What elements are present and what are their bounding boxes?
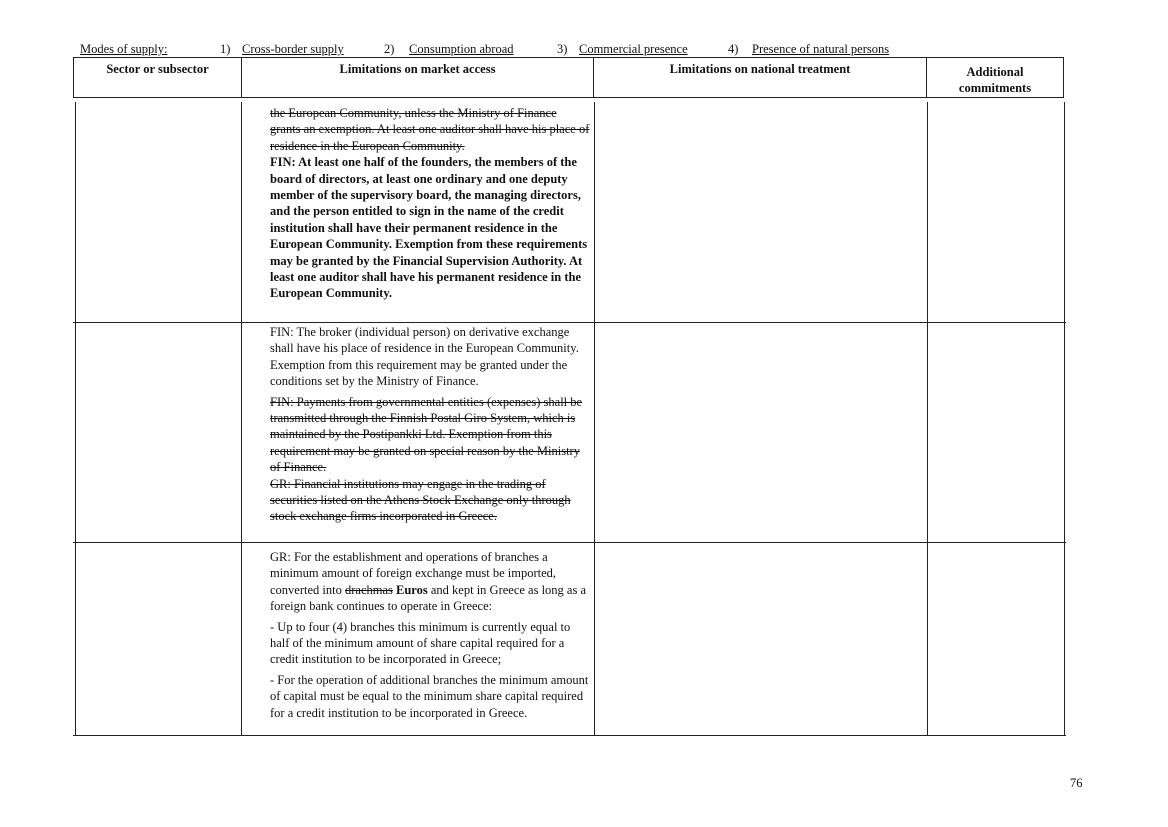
table-header — [73, 57, 1064, 98]
modes-label: Modes of supply: — [80, 42, 168, 56]
mode-2-number: 2) — [384, 42, 395, 56]
deleted-text: GR: Financial institutions may engage in the trading of securities listed on the Athens Stock Exchange only through stock exchange firms incorporated in Greece. — [270, 476, 571, 524]
bold-text: FIN: At least one half of the founders, the members of the board of directors, at least one ordinary and one deputy member of the supervisory board, the managing directors, and the person entitled to sign in the name of the credit institution shall have their permanent residence in the European Community. Exemption from these requirements may be granted by the Financial Supervision Authority. At least one auditor shall have his permanent residence in the European Community. — [270, 155, 588, 301]
mode-3-number: 3) — [557, 42, 568, 56]
mode-3: Commercial presence — [579, 42, 688, 56]
table-row — [270, 324, 590, 525]
bullet-text: - Up to four (4) branches this minimum is currently equal to half of the minimum amount of share capital required for a credit institution to be incorporated in Greece; — [270, 619, 571, 667]
column-rule — [927, 102, 928, 736]
intro-text: GR: For the establishment and operations of branches a minimum amount of foreign exchange must be imported, converted into — [270, 550, 557, 597]
inserted-word: Euros — [396, 582, 428, 597]
commitments-table — [73, 102, 1066, 736]
body-text — [270, 549, 590, 615]
deleted-word: drachmas — [344, 582, 393, 597]
column-rule — [1064, 102, 1065, 736]
intro-text: and kept in Greece as long as a foreign bank continues to operate in Greece: — [270, 582, 587, 614]
column-rule — [241, 102, 242, 736]
mode-4: Presence of natural persons — [752, 42, 890, 56]
row-divider — [73, 322, 1066, 323]
deleted-text: the European Community, unless the Ministry of Finance grants an exemption. At least one auditor shall have his place of residence in the European Community. — [270, 106, 590, 153]
row-divider — [73, 735, 1066, 736]
header-additional-commitments: Additional commitments — [958, 65, 1032, 95]
mode-1-number: 1) — [220, 42, 231, 56]
deleted-text: FIN: Payments from governmental entities (expenses) shall be transmitted through the Finnish Postal Giro System, which is maintained by the Postipankki Ltd. Exemption from this requirement may be granted on special reason by the Ministry of Finance. — [270, 394, 583, 475]
column-rule — [75, 102, 76, 736]
mode-2: Consumption abroad — [409, 42, 514, 56]
header-sector: Sector or subsector — [74, 58, 242, 97]
row-divider — [73, 542, 1066, 543]
header-national-treatment: Limitations on national treatment — [594, 58, 927, 97]
column-rule — [594, 102, 595, 736]
mode-4-number: 4) — [728, 42, 739, 56]
table-row — [270, 549, 590, 721]
mode-1: Cross-border supply — [242, 42, 344, 56]
table-row — [270, 105, 590, 302]
body-text: FIN: The broker (individual person) on derivative exchange shall have his place of residence in the European Community. Exemption from this requirement may be granted under the conditions set by the Ministry of Finance. — [270, 325, 579, 389]
page-number: 76 — [1070, 776, 1083, 790]
header-market-access: Limitations on market access — [242, 58, 594, 97]
bullet-text: - For the operation of additional branches the minimum amount of capital must be equal to the minimum share capital required for a credit institution to be incorporated in Greece. — [270, 672, 589, 720]
